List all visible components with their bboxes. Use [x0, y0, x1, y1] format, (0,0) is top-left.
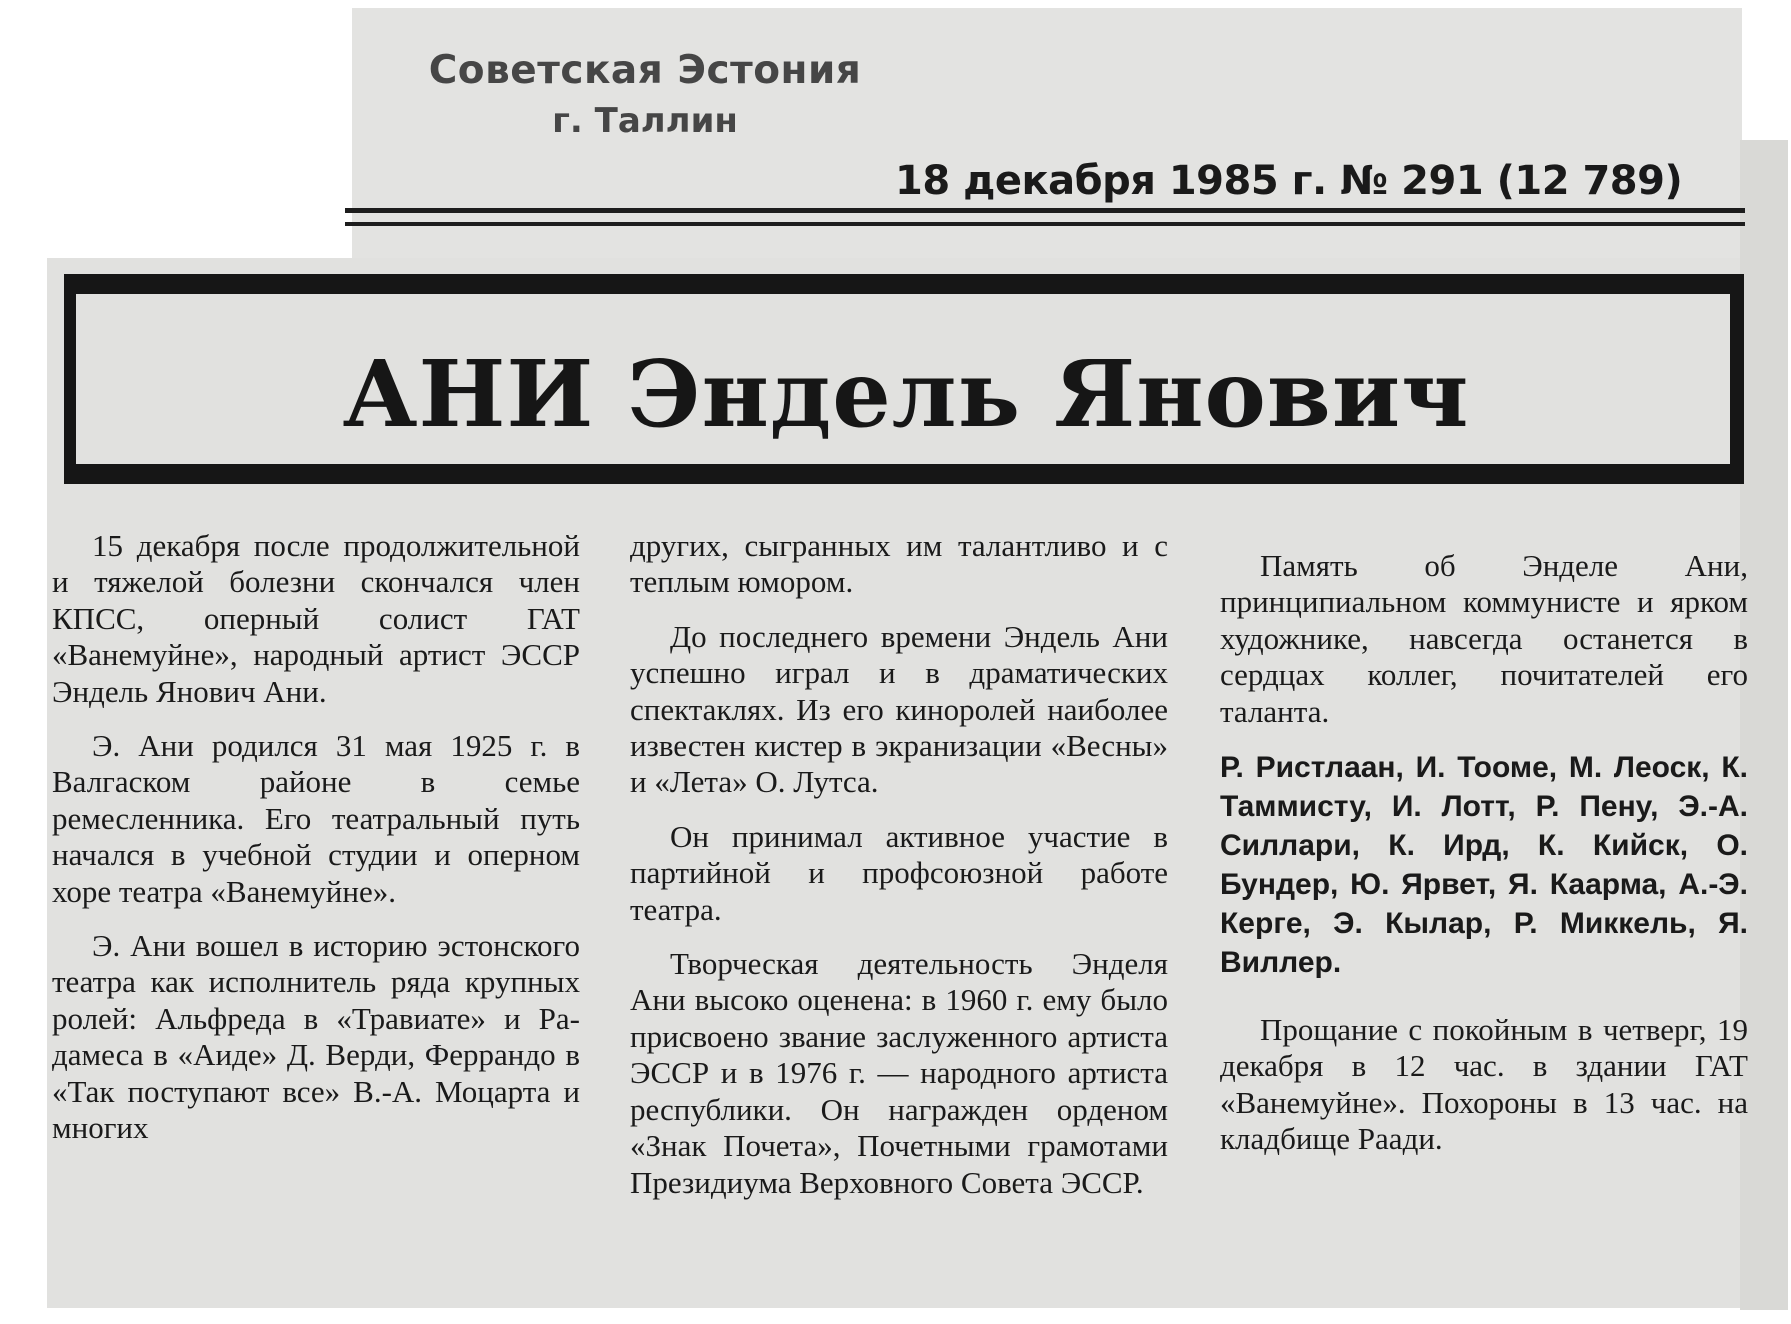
paragraph-roles: Э. Ани вошел в историю эстонского театра как исполнитель ряда крупных ролей: Альфреда в «Травиате» и Радамеса в «Аиде» Д. Верди, Феррандо в «Так поступают все» В.-А. Моцарта и многих	[52, 928, 580, 1146]
paragraph-awards: Творческая деятельность Энделя Ани высоко оценена: в 1960 г. ему было присвоено звание заслуженного артиста ЭССР и в 1976 г. — народного артиста республики. Он награжден орденом «Знак Почета», Почетными грамотами Президиума Верховного Совета ЭССР.	[630, 946, 1168, 1200]
text-column-middle	[630, 528, 1168, 1219]
header-rule-top	[345, 208, 1745, 213]
paragraph-farewell: Прощание с покойным в четверг, 19 декабря в 12 час. в здании ГАТ «Ванемуйне». Похороны в 13 час. на кладбище Раади.	[1220, 1012, 1748, 1157]
paragraph-party-work: Он принимал активное участие в партийной и профсоюзной работе театра.	[630, 818, 1168, 927]
paragraph-drama-film: До последнего времени Эндель Ани успешно играл и в драматических спектаклях. Из его киноролей наиболее известен кистер в экранизации «Весны» и «Лета» О. Лутса.	[630, 618, 1168, 800]
paragraph-roles-continued: других, сыгранных им талантливо и с теплым юмором.	[630, 528, 1168, 600]
paragraph-biography: Э. Ани родился 31 мая 1925 г. в Валгаском районе в семье ремесленника. Его театральный путь начался в учебной студии и оперном хоре театра «Ванемуйне».	[52, 728, 580, 909]
text-column-left	[52, 528, 580, 1165]
stamp-newspaper-name: Советская Эстония	[428, 48, 862, 93]
issue-dateline: 18 декабря 1985 г. № 291 (12 789)	[895, 158, 1683, 204]
stamp-city: г. Таллин	[552, 101, 738, 141]
paragraph-memory: Память об Энделе Ани, принципиальном коммунисте и ярком художнике, навсегда останется в сердцах коллег, почитателей его таланта.	[1220, 548, 1748, 729]
obituary-headline: АНИ Эндель Янович	[342, 340, 1470, 448]
header-rule-bottom	[345, 222, 1745, 226]
signatories-list: Р. Ристлаан, И. Тооме, М. Леоск, К. Таммисту, И. Лотт, Р. Пену, Э.-А. Силлари, К. Ирд, К. Кийск, О. Бундер, Ю. Ярвет, Я. Каарма, А.-Э. Керге, Э. Кылар, Р. Миккель, Я. Виллер.	[1220, 751, 1748, 980]
text-column-right	[1220, 548, 1748, 1176]
newspaper-stamp	[385, 48, 905, 141]
paragraph-death-notice: 15 декабря после продолжительной и тяжелой болезни скончался член КПСС, оперный солист ГАТ «Ванемуйне», народный артист ЭССР Эндель Янович Ани.	[52, 528, 580, 709]
